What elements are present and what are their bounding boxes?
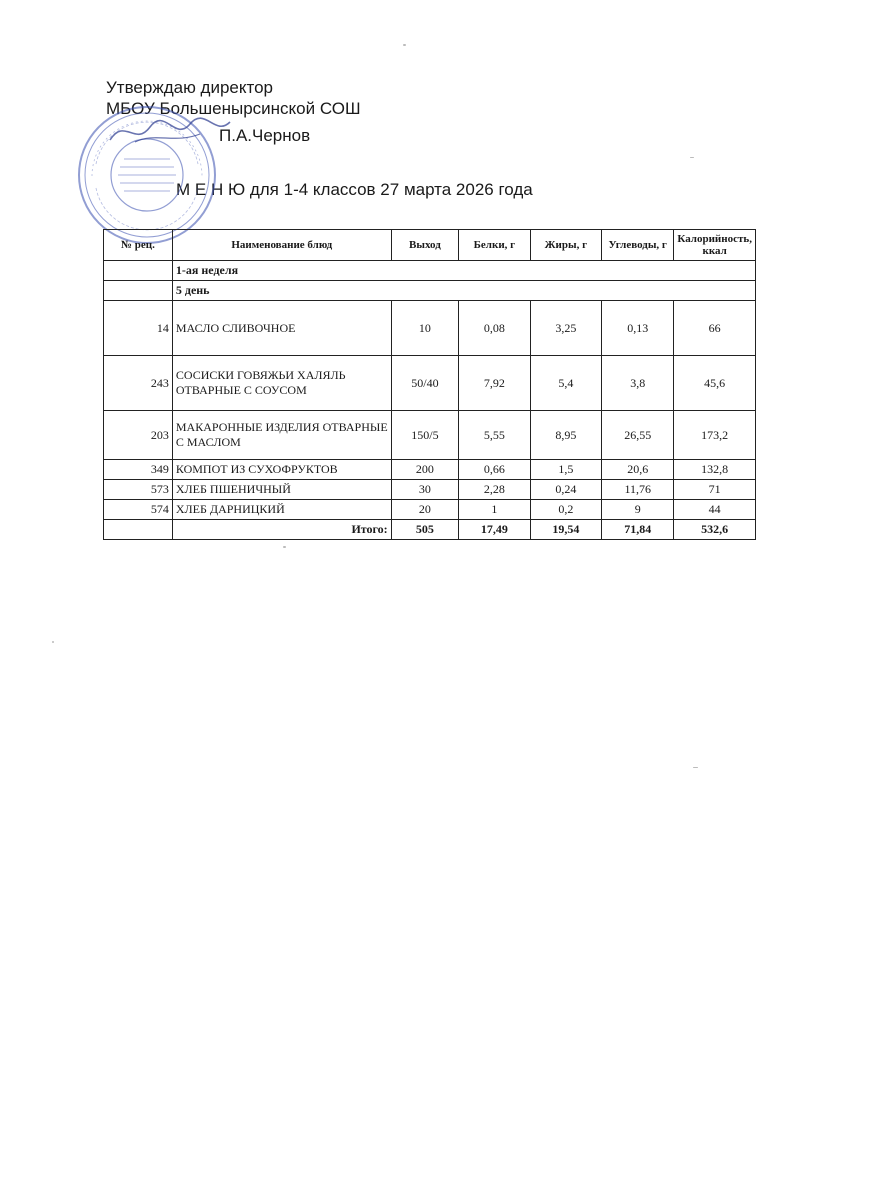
approval-heading: Утверждаю директор bbox=[106, 78, 274, 97]
dish-name-cell: СОСИСКИ ГОВЯЖЬИ ХАЛЯЛЬ ОТВАРНЫЕ С СОУСОМ bbox=[172, 356, 391, 411]
menu-title: М Е Н Ю для 1-4 классов 27 марта 2026 года bbox=[176, 180, 533, 199]
protein-cell: 2,28 bbox=[459, 480, 530, 500]
protein-cell: 7,92 bbox=[459, 356, 530, 411]
director-signature-icon bbox=[105, 112, 235, 152]
output-cell: 30 bbox=[391, 480, 459, 500]
output-cell: 50/40 bbox=[391, 356, 459, 411]
kcal-cell: 44 bbox=[674, 500, 756, 520]
carbs-cell: 3,8 bbox=[602, 356, 674, 411]
table-row bbox=[104, 411, 756, 460]
output-cell: 20 bbox=[391, 500, 459, 520]
table-row bbox=[104, 480, 756, 500]
rec-cell: 203 bbox=[104, 411, 173, 460]
output-cell: 150/5 bbox=[391, 411, 459, 460]
total-output: 505 bbox=[391, 520, 459, 540]
col-header-fat: Жиры, г bbox=[530, 230, 601, 261]
day-rec-cell bbox=[104, 281, 173, 301]
menu-table bbox=[103, 229, 756, 540]
day-row bbox=[104, 281, 756, 301]
total-label: Итого: bbox=[172, 520, 391, 540]
fat-cell: 5,4 bbox=[530, 356, 601, 411]
rec-cell: 243 bbox=[104, 356, 173, 411]
scan-speck bbox=[693, 767, 698, 768]
kcal-cell: 132,8 bbox=[674, 460, 756, 480]
director-name: П.А.Чернов bbox=[219, 126, 311, 145]
protein-cell: 0,66 bbox=[459, 460, 530, 480]
total-carbs: 71,84 bbox=[602, 520, 674, 540]
carbs-cell: 11,76 bbox=[602, 480, 674, 500]
col-header-output: Выход bbox=[391, 230, 459, 261]
kcal-cell: 71 bbox=[674, 480, 756, 500]
protein-cell: 1 bbox=[459, 500, 530, 520]
carbs-cell: 0,13 bbox=[602, 301, 674, 356]
dish-name-cell: МАКАРОННЫЕ ИЗДЕЛИЯ ОТВАРНЫЕ С МАСЛОМ bbox=[172, 411, 391, 460]
col-header-rec: № рец. bbox=[104, 230, 173, 261]
total-fat: 19,54 bbox=[530, 520, 601, 540]
output-cell: 10 bbox=[391, 301, 459, 356]
rec-cell: 14 bbox=[104, 301, 173, 356]
carbs-cell: 26,55 bbox=[602, 411, 674, 460]
week-row bbox=[104, 261, 756, 281]
school-name: МБОУ Большенырсинской СОШ bbox=[106, 99, 361, 118]
scan-speck bbox=[403, 44, 406, 46]
carbs-cell: 20,6 bbox=[602, 460, 674, 480]
fat-cell: 1,5 bbox=[530, 460, 601, 480]
week-label: 1-ая неделя bbox=[172, 261, 755, 281]
kcal-cell: 173,2 bbox=[674, 411, 756, 460]
table-header-row bbox=[104, 230, 756, 261]
kcal-cell: 45,6 bbox=[674, 356, 756, 411]
week-rec-cell bbox=[104, 261, 173, 281]
dish-name-cell: КОМПОТ ИЗ СУХОФРУКТОВ bbox=[172, 460, 391, 480]
day-label: 5 день bbox=[172, 281, 755, 301]
col-header-name: Наименование блюд bbox=[172, 230, 391, 261]
protein-cell: 0,08 bbox=[459, 301, 530, 356]
fat-cell: 0,2 bbox=[530, 500, 601, 520]
fat-cell: 0,24 bbox=[530, 480, 601, 500]
total-kcal: 532,6 bbox=[674, 520, 756, 540]
table-row bbox=[104, 460, 756, 480]
rec-cell: 573 bbox=[104, 480, 173, 500]
fat-cell: 8,95 bbox=[530, 411, 601, 460]
dish-name-cell: МАСЛО СЛИВОЧНОЕ bbox=[172, 301, 391, 356]
output-cell: 200 bbox=[391, 460, 459, 480]
col-header-protein: Белки, г bbox=[459, 230, 530, 261]
scan-speck bbox=[283, 546, 286, 548]
rec-cell: 349 bbox=[104, 460, 173, 480]
dish-name-cell: ХЛЕБ ДАРНИЦКИЙ bbox=[172, 500, 391, 520]
protein-cell: 5,55 bbox=[459, 411, 530, 460]
dish-name-cell: ХЛЕБ ПШЕНИЧНЫЙ bbox=[172, 480, 391, 500]
table-row bbox=[104, 500, 756, 520]
total-rec-cell bbox=[104, 520, 173, 540]
total-protein: 17,49 bbox=[459, 520, 530, 540]
table-row bbox=[104, 356, 756, 411]
kcal-cell: 66 bbox=[674, 301, 756, 356]
col-header-carbs: Углеводы, г bbox=[602, 230, 674, 261]
fat-cell: 3,25 bbox=[530, 301, 601, 356]
col-header-kcal: Калорийность, ккал bbox=[674, 230, 756, 261]
table-row bbox=[104, 301, 756, 356]
total-row bbox=[104, 520, 756, 540]
carbs-cell: 9 bbox=[602, 500, 674, 520]
rec-cell: 574 bbox=[104, 500, 173, 520]
scan-speck bbox=[52, 641, 54, 643]
scan-speck bbox=[690, 157, 694, 158]
